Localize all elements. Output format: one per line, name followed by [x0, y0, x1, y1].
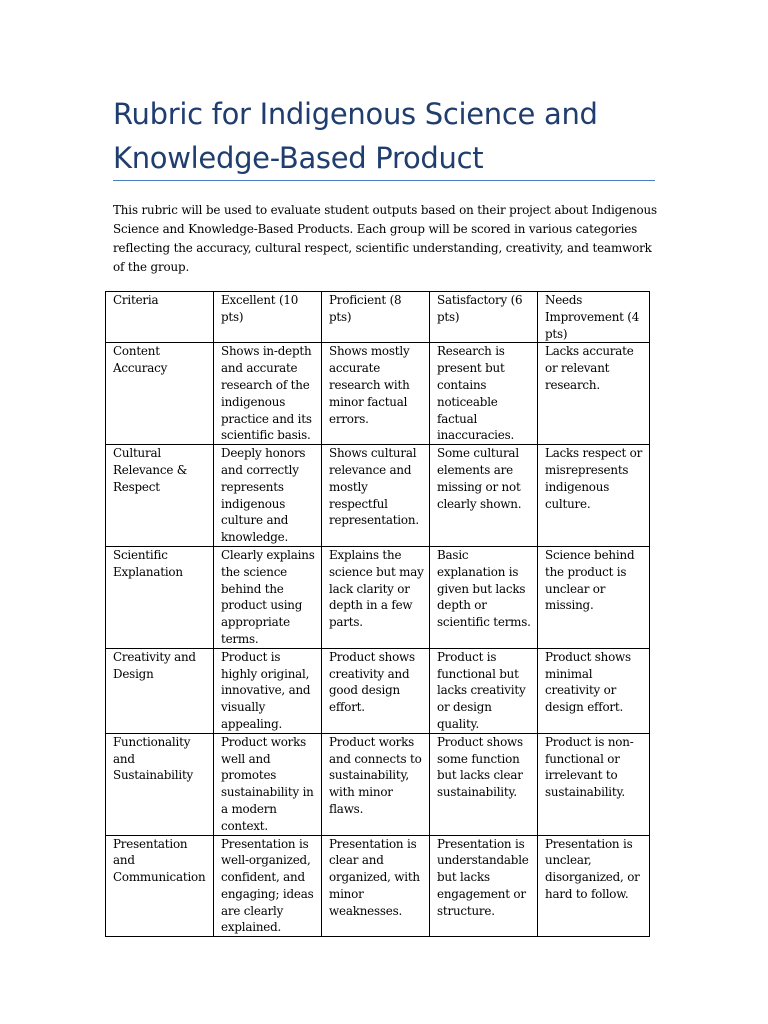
header-criteria: Criteria [106, 292, 214, 343]
excellent-cell: Shows in-depth and accurate research of the indigenous practice and its scientific basis. [214, 343, 322, 445]
needs-improvement-cell: Product is non-functional or irrelevant to sustainability. [538, 733, 650, 835]
criteria-cell: Cultural Relevance & Respect [106, 445, 214, 547]
table-row [106, 546, 650, 648]
proficient-cell: Shows mostly accurate research with minor factual errors. [322, 343, 430, 445]
satisfactory-cell: Product shows some function but lacks clear sustainability. [430, 733, 538, 835]
header-proficient: Proficient (8 pts) [322, 292, 430, 343]
satisfactory-cell: Basic explanation is given but lacks depth or scientific terms. [430, 546, 538, 648]
proficient-cell: Shows cultural relevance and mostly respectful representation. [322, 445, 430, 547]
criteria-cell: Functionality and Sustainability [106, 733, 214, 835]
table-row [106, 835, 650, 937]
needs-improvement-cell: Presentation is unclear, disorganized, or hard to follow. [538, 835, 650, 937]
proficient-cell: Explains the science but may lack clarity or depth in a few parts. [322, 546, 430, 648]
rubric-table [105, 291, 650, 937]
satisfactory-cell: Product is functional but lacks creativity or design quality. [430, 648, 538, 733]
criteria-cell: Creativity and Design [106, 648, 214, 733]
header-excellent: Excellent (10 pts) [214, 292, 322, 343]
excellent-cell: Clearly explains the science behind the product using appropriate terms. [214, 546, 322, 648]
criteria-cell: Content Accuracy [106, 343, 214, 445]
header-row [106, 292, 650, 343]
table-row [106, 343, 650, 445]
satisfactory-cell: Some cultural elements are missing or not clearly shown. [430, 445, 538, 547]
page-title: Rubric for Indigenous Science and Knowledge-Based Product [113, 97, 598, 175]
table-row [106, 648, 650, 733]
needs-improvement-cell: Product shows minimal creativity or design effort. [538, 648, 650, 733]
intro-paragraph: This rubric will be used to evaluate student outputs based on their project about Indigenous Science and Knowledge-Based Products. Each group will be scored in various categories reflecting the accuracy, cultural respect, scientific understanding, creativity, and teamwork of the group. [113, 203, 658, 274]
excellent-cell: Deeply honors and correctly represents indigenous culture and knowledge. [214, 445, 322, 547]
proficient-cell: Presentation is clear and organized, with minor weaknesses. [322, 835, 430, 937]
table-row [106, 445, 650, 547]
excellent-cell: Presentation is well-organized, confident, and engaging; ideas are clearly explained. [214, 835, 322, 937]
criteria-cell: Scientific Explanation [106, 546, 214, 648]
proficient-cell: Product shows creativity and good design effort. [322, 648, 430, 733]
header-satisfactory: Satisfactory (6 pts) [430, 292, 538, 343]
title-divider [113, 180, 655, 181]
satisfactory-cell: Presentation is understandable but lacks engagement or structure. [430, 835, 538, 937]
needs-improvement-cell: Lacks accurate or relevant research. [538, 343, 650, 445]
satisfactory-cell: Research is present but contains noticeable factual inaccuracies. [430, 343, 538, 445]
needs-improvement-cell: Lacks respect or misrepresents indigenous culture. [538, 445, 650, 547]
proficient-cell: Product works and connects to sustainability, with minor flaws. [322, 733, 430, 835]
needs-improvement-cell: Science behind the product is unclear or missing. [538, 546, 650, 648]
excellent-cell: Product works well and promotes sustainability in a modern context. [214, 733, 322, 835]
criteria-cell: Presentation and Communication [106, 835, 214, 937]
excellent-cell: Product is highly original, innovative, and visually appealing. [214, 648, 322, 733]
header-needs-improvement: Needs Improvement (4 pts) [538, 292, 650, 343]
table-row [106, 733, 650, 835]
